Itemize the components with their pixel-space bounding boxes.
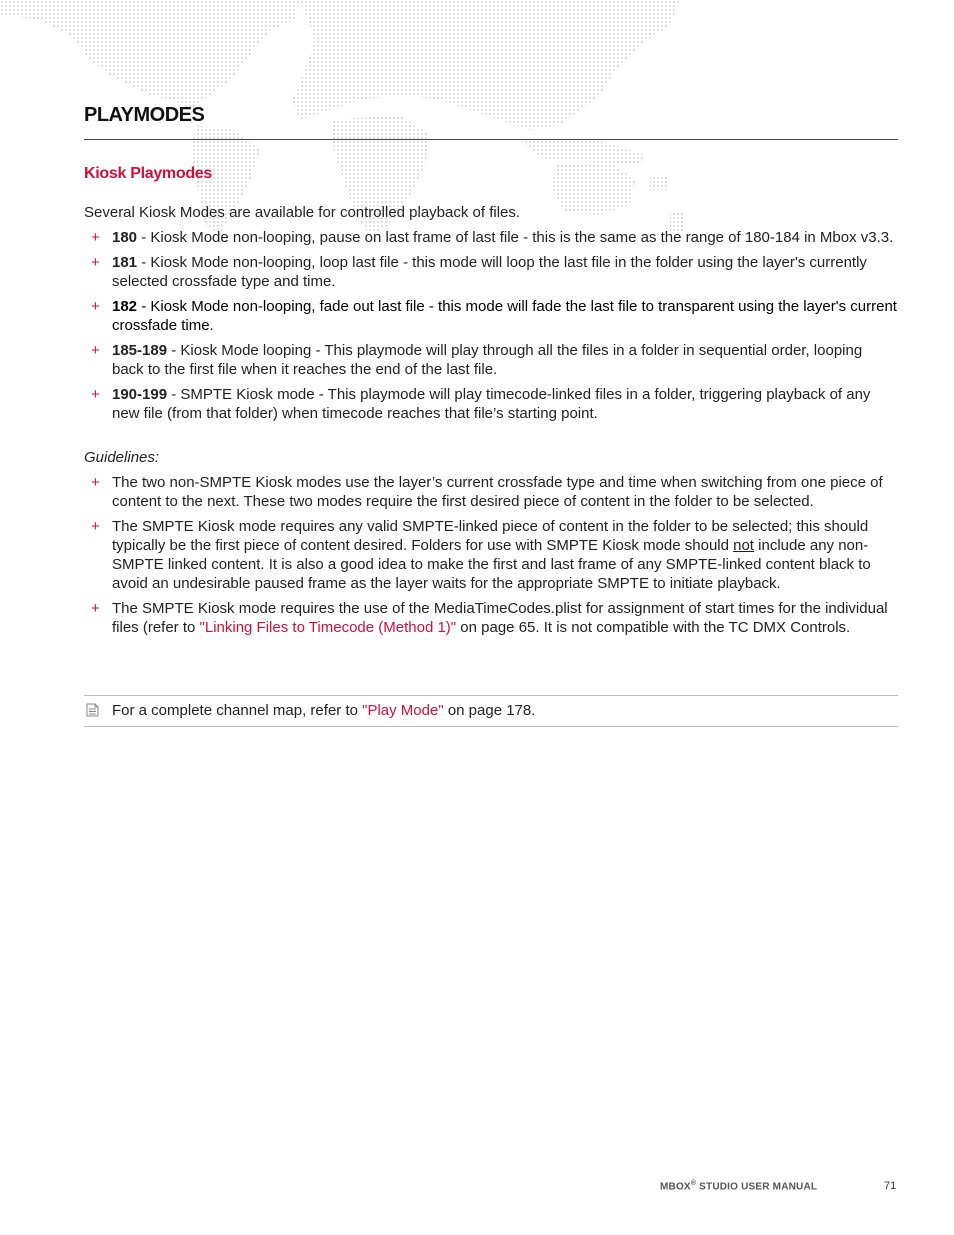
list-item (84, 341, 898, 379)
footer-manual-suffix: STUDIO USER MANUAL (696, 1181, 818, 1193)
list-item (84, 228, 898, 247)
mode-description: - Kiosk Mode non-looping, fade out last file - this mode will fade the last file to transparent using the layer's current crossfade time. (112, 298, 897, 334)
plus-bullet-icon: + (91, 386, 100, 403)
plus-bullet-icon: + (91, 474, 100, 491)
guideline-text: on page 65. It is not compatible with the TC DMX Controls. (456, 619, 851, 636)
page-number: 71 (884, 1180, 897, 1192)
plus-bullet-icon: + (91, 229, 100, 246)
plus-bullet-icon: + (91, 342, 100, 359)
mode-description: - Kiosk Mode looping - This playmode will play through all the files in a folder in sequential order, looping back to the first file when it reaches the end of the last file. (112, 342, 863, 378)
mode-code: 190-199 (112, 386, 168, 403)
note-box (84, 695, 898, 727)
list-item (84, 599, 898, 637)
list-item (84, 385, 898, 423)
plus-bullet-icon: + (91, 600, 100, 617)
kiosk-mode-list (84, 228, 898, 429)
section-title-rule (84, 139, 898, 140)
list-item (84, 473, 898, 511)
section-title: PLAYMODES (84, 104, 205, 126)
note-icon (86, 703, 99, 717)
note-text-after: on page 178. (443, 702, 536, 719)
linking-files-link[interactable]: "Linking Files to Timecode (Method 1)" (199, 619, 457, 636)
registered-mark: ® (690, 1180, 697, 1187)
guideline-text: The SMPTE Kiosk mode requires the use of the MediaTimeCodes.plist for assignment of start times for the individual files (refer to (112, 600, 888, 636)
footer-brand: MBOX (660, 1181, 691, 1193)
play-mode-link[interactable]: "Play Mode" (362, 702, 444, 719)
guideline-text: include any non-SMPTE linked content. It is also a good idea to make the first and last frame of any SMPTE-linked content black to avoid an undesirable paused frame as the layer waits for the appropriate SMPTE to initiate playback. (112, 537, 871, 592)
subsection-title: Kiosk Playmodes (84, 165, 213, 182)
emphasis-not: not (733, 537, 754, 554)
mode-description: - Kiosk Mode non-looping, loop last file - this mode will loop the last file in the folder using the layer's currently selected crossfade type and time. (112, 254, 867, 290)
list-item (84, 253, 898, 291)
footer-manual-title (660, 1180, 817, 1192)
note-text (112, 701, 535, 720)
plus-bullet-icon: + (91, 254, 100, 271)
guidelines-label: Guidelines: (84, 449, 160, 466)
list-item (84, 517, 898, 593)
plus-bullet-icon: + (91, 298, 100, 315)
mode-code: 181 (112, 254, 138, 271)
guideline-text: The two non-SMPTE Kiosk modes use the layer’s current crossfade type and time when switching from one piece of content to the next. These two modes require the first desired piece of content in the folder to be selected. (112, 474, 883, 510)
mode-code: 182 (112, 298, 138, 315)
mode-code: 180 (112, 229, 138, 246)
mode-description: - Kiosk Mode non-looping, pause on last frame of last file - this is the same as the range of 180-184 in Mbox v3.3. (137, 229, 894, 246)
mode-code: 185-189 (112, 342, 168, 359)
intro-paragraph: Several Kiosk Modes are available for controlled playback of files. (84, 204, 521, 221)
guideline-text: The SMPTE Kiosk mode requires any valid SMPTE-linked piece of content in the folder to be selected; this should typically be the first piece of content desired. Folders for use with SMPTE Kiosk mode should (112, 518, 869, 554)
plus-bullet-icon: + (91, 518, 100, 535)
mode-description: - SMPTE Kiosk mode - This playmode will play timecode-linked files in a folder, triggering playback of any new file (from that folder) when timecode reaches that file’s starting point. (112, 386, 871, 422)
guidelines-list (84, 473, 898, 643)
list-item (84, 297, 898, 335)
note-text-before: For a complete channel map, refer to (112, 702, 363, 719)
